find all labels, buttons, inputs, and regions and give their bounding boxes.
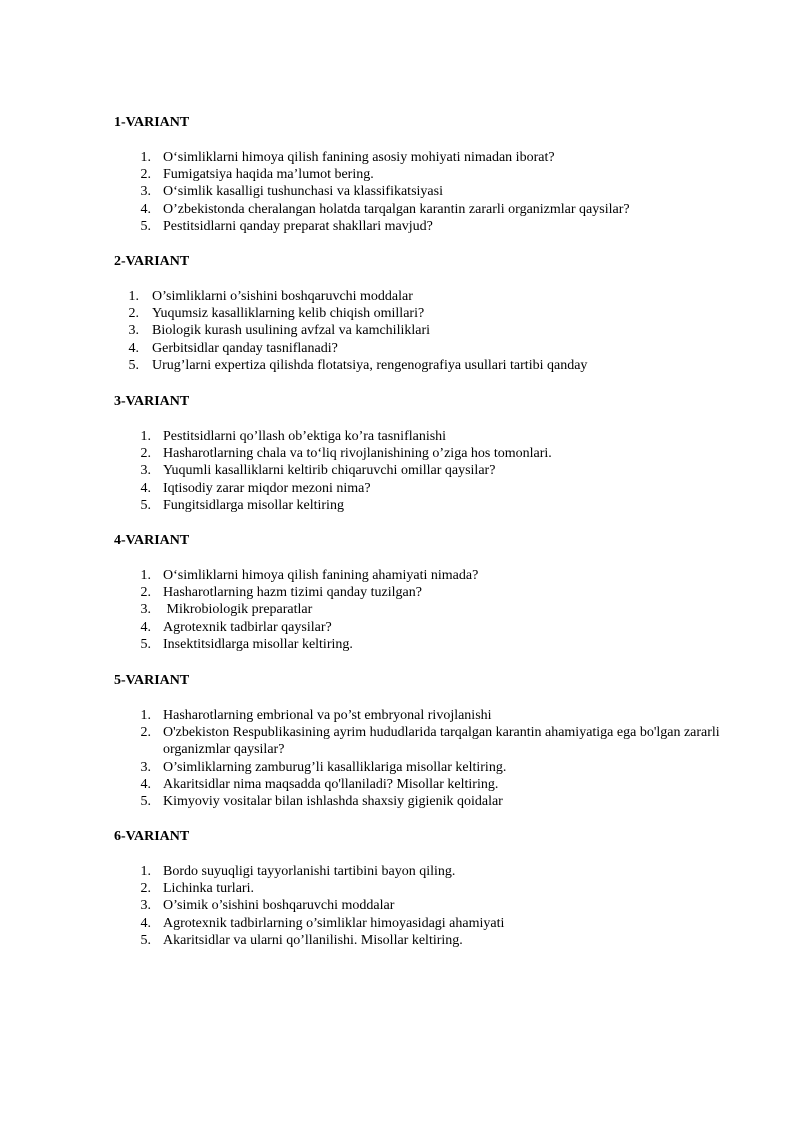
list-item (114, 166, 734, 183)
item-text: Hasharotlarning hazm tizimi qanday tuzilgan? (163, 585, 422, 601)
list-item (114, 636, 734, 653)
item-number: 1. (128, 289, 139, 304)
list-item (114, 462, 734, 479)
item-text: O’zbekistonda cheralangan holatda tarqalgan karantin zararli organizmlar qaysilar? (163, 201, 630, 217)
item-text: Biologik kurash usulining avfzal va kamchiliklari (152, 323, 430, 339)
question-list (114, 428, 734, 514)
item-text: O’simliklarni o’sishini boshqaruvchi moddalar (152, 289, 413, 304)
item-text: Mikrobiologik preparatlar (163, 602, 313, 618)
item-text: Akaritsidlar nima maqsadda qo'llaniladi? Misollar keltiring. (163, 776, 499, 792)
item-text: Insektitsidlarga misollar keltiring. (163, 636, 353, 652)
item-number: 5. (140, 636, 151, 652)
list-item (114, 759, 734, 776)
list-item (114, 305, 734, 322)
item-text: O‘simliklarni himoya qilish fanining ahamiyati nimada? (163, 568, 479, 583)
list-item (114, 724, 734, 758)
item-number: 5. (140, 218, 151, 234)
item-number: 2. (140, 167, 151, 183)
item-number: 1. (140, 150, 151, 165)
item-text: O‘simlik kasalligi tushunchasi va klassifikatsiyasi (163, 184, 443, 200)
list-item (114, 322, 734, 339)
list-item (114, 793, 734, 810)
item-text: O'zbekiston Respublikasining ayrim hududlarida tarqalgan karantin ahamiyatiga ega bo'lgan zararli organizmlar qaysilar? (163, 725, 720, 758)
list-item (114, 880, 734, 897)
item-text: O’simik o’sishini boshqaruvchi moddalar (163, 898, 395, 914)
item-number: 1. (140, 708, 151, 723)
item-number: 1. (140, 568, 151, 583)
item-text: Agrotexnik tadbirlar qaysilar? (163, 619, 332, 635)
item-text: Lichinka turlari. (163, 881, 254, 897)
item-text: Urug’larni expertiza qilishda flotatsiya, rengenografiya usullari tartibi qanday (152, 357, 588, 373)
list-item (114, 340, 734, 357)
item-number: 3. (128, 323, 139, 339)
item-number: 3. (140, 759, 151, 775)
list-item (114, 897, 734, 914)
item-number: 4. (140, 619, 151, 635)
list-item (114, 428, 734, 445)
list-item (114, 776, 734, 793)
list-item (114, 218, 734, 235)
variant-title: 6-VARIANT (114, 829, 190, 844)
item-number: 5. (140, 497, 151, 513)
item-text: Fungitsidlarga misollar keltiring (163, 497, 344, 513)
item-number: 2. (140, 881, 151, 897)
item-text: Yuqumli kasalliklarni keltirib chiqaruvchi omillar qaysilar? (163, 463, 496, 479)
list-item (114, 863, 734, 880)
item-number: 3. (140, 463, 151, 479)
item-text: Yuqumsiz kasalliklarning kelib chiqish omillari? (152, 306, 425, 322)
item-number: 5. (140, 932, 151, 948)
item-number: 5. (140, 794, 151, 810)
list-item (114, 601, 734, 618)
item-text: Agrotexnik tadbirlarning o’simliklar himoyasidagi ahamiyati (163, 915, 505, 931)
variant-title: 2-VARIANT (114, 254, 190, 269)
item-text: Akaritsidlar va ularni qo’llanilishi. Misollar keltiring. (163, 932, 463, 948)
list-item (114, 445, 734, 462)
item-text: O‘simliklarni himoya qilish fanining asosiy mohiyati nimadan iborat? (163, 150, 555, 165)
list-item (114, 497, 734, 514)
item-number: 4. (140, 201, 151, 217)
list-item (114, 183, 734, 200)
list-item (114, 932, 734, 949)
item-text: Hasharotlarning embrional va po’st embryonal rivojlanishi (163, 708, 492, 723)
item-number: 4. (140, 480, 151, 496)
list-item (114, 619, 734, 636)
list-item (114, 149, 734, 166)
variant-title: 1-VARIANT (114, 115, 190, 130)
list-item (114, 584, 734, 601)
item-number: 2. (140, 725, 151, 741)
question-list (114, 567, 734, 653)
item-text: Hasharotlarning chala va to‘liq rivojlanishining o’ziga hos tomonlari. (163, 446, 552, 462)
list-item (114, 288, 734, 305)
list-item (114, 707, 734, 724)
item-number: 2. (140, 585, 151, 601)
list-item (114, 915, 734, 932)
item-text: Pestitsidlarni qanday preparat shakllari mavjud? (163, 218, 433, 234)
question-list (114, 707, 734, 810)
list-item (114, 201, 734, 218)
item-text: Pestitsidlarni qo’llash ob’ektiga ko’ra tasniflanishi (163, 429, 447, 444)
item-number: 2. (128, 306, 139, 322)
list-item (114, 480, 734, 497)
item-number: 3. (140, 898, 151, 914)
item-number: 2. (140, 446, 151, 462)
variant-title: 3-VARIANT (114, 394, 190, 409)
item-number: 3. (140, 184, 151, 200)
item-text: Fumigatsiya haqida ma’lumot bering. (163, 167, 374, 183)
item-text: Iqtisodiy zarar miqdor mezoni nima? (163, 480, 371, 496)
item-number: 3. (140, 602, 151, 618)
item-text: Kimyoviy vositalar bilan ishlashda shaxsiy gigienik qoidalar (163, 794, 503, 810)
question-list (114, 288, 734, 374)
question-list (114, 863, 734, 949)
item-text: O’simliklarning zamburug’li kasalliklariga misollar keltiring. (163, 759, 507, 775)
item-number: 4. (140, 776, 151, 792)
item-text: Bordo suyuqligi tayyorlanishi tartibini bayon qiling. (163, 864, 456, 879)
item-text: Gerbitsidlar qanday tasniflanadi? (152, 340, 338, 356)
list-item (114, 567, 734, 584)
item-number: 1. (140, 429, 151, 444)
question-list (114, 149, 734, 235)
item-number: 4. (140, 915, 151, 931)
item-number: 5. (128, 357, 139, 373)
item-number: 1. (140, 864, 151, 879)
item-number: 4. (128, 340, 139, 356)
variant-title: 4-VARIANT (114, 533, 190, 548)
list-item (114, 357, 734, 374)
variant-title: 5-VARIANT (114, 673, 190, 688)
